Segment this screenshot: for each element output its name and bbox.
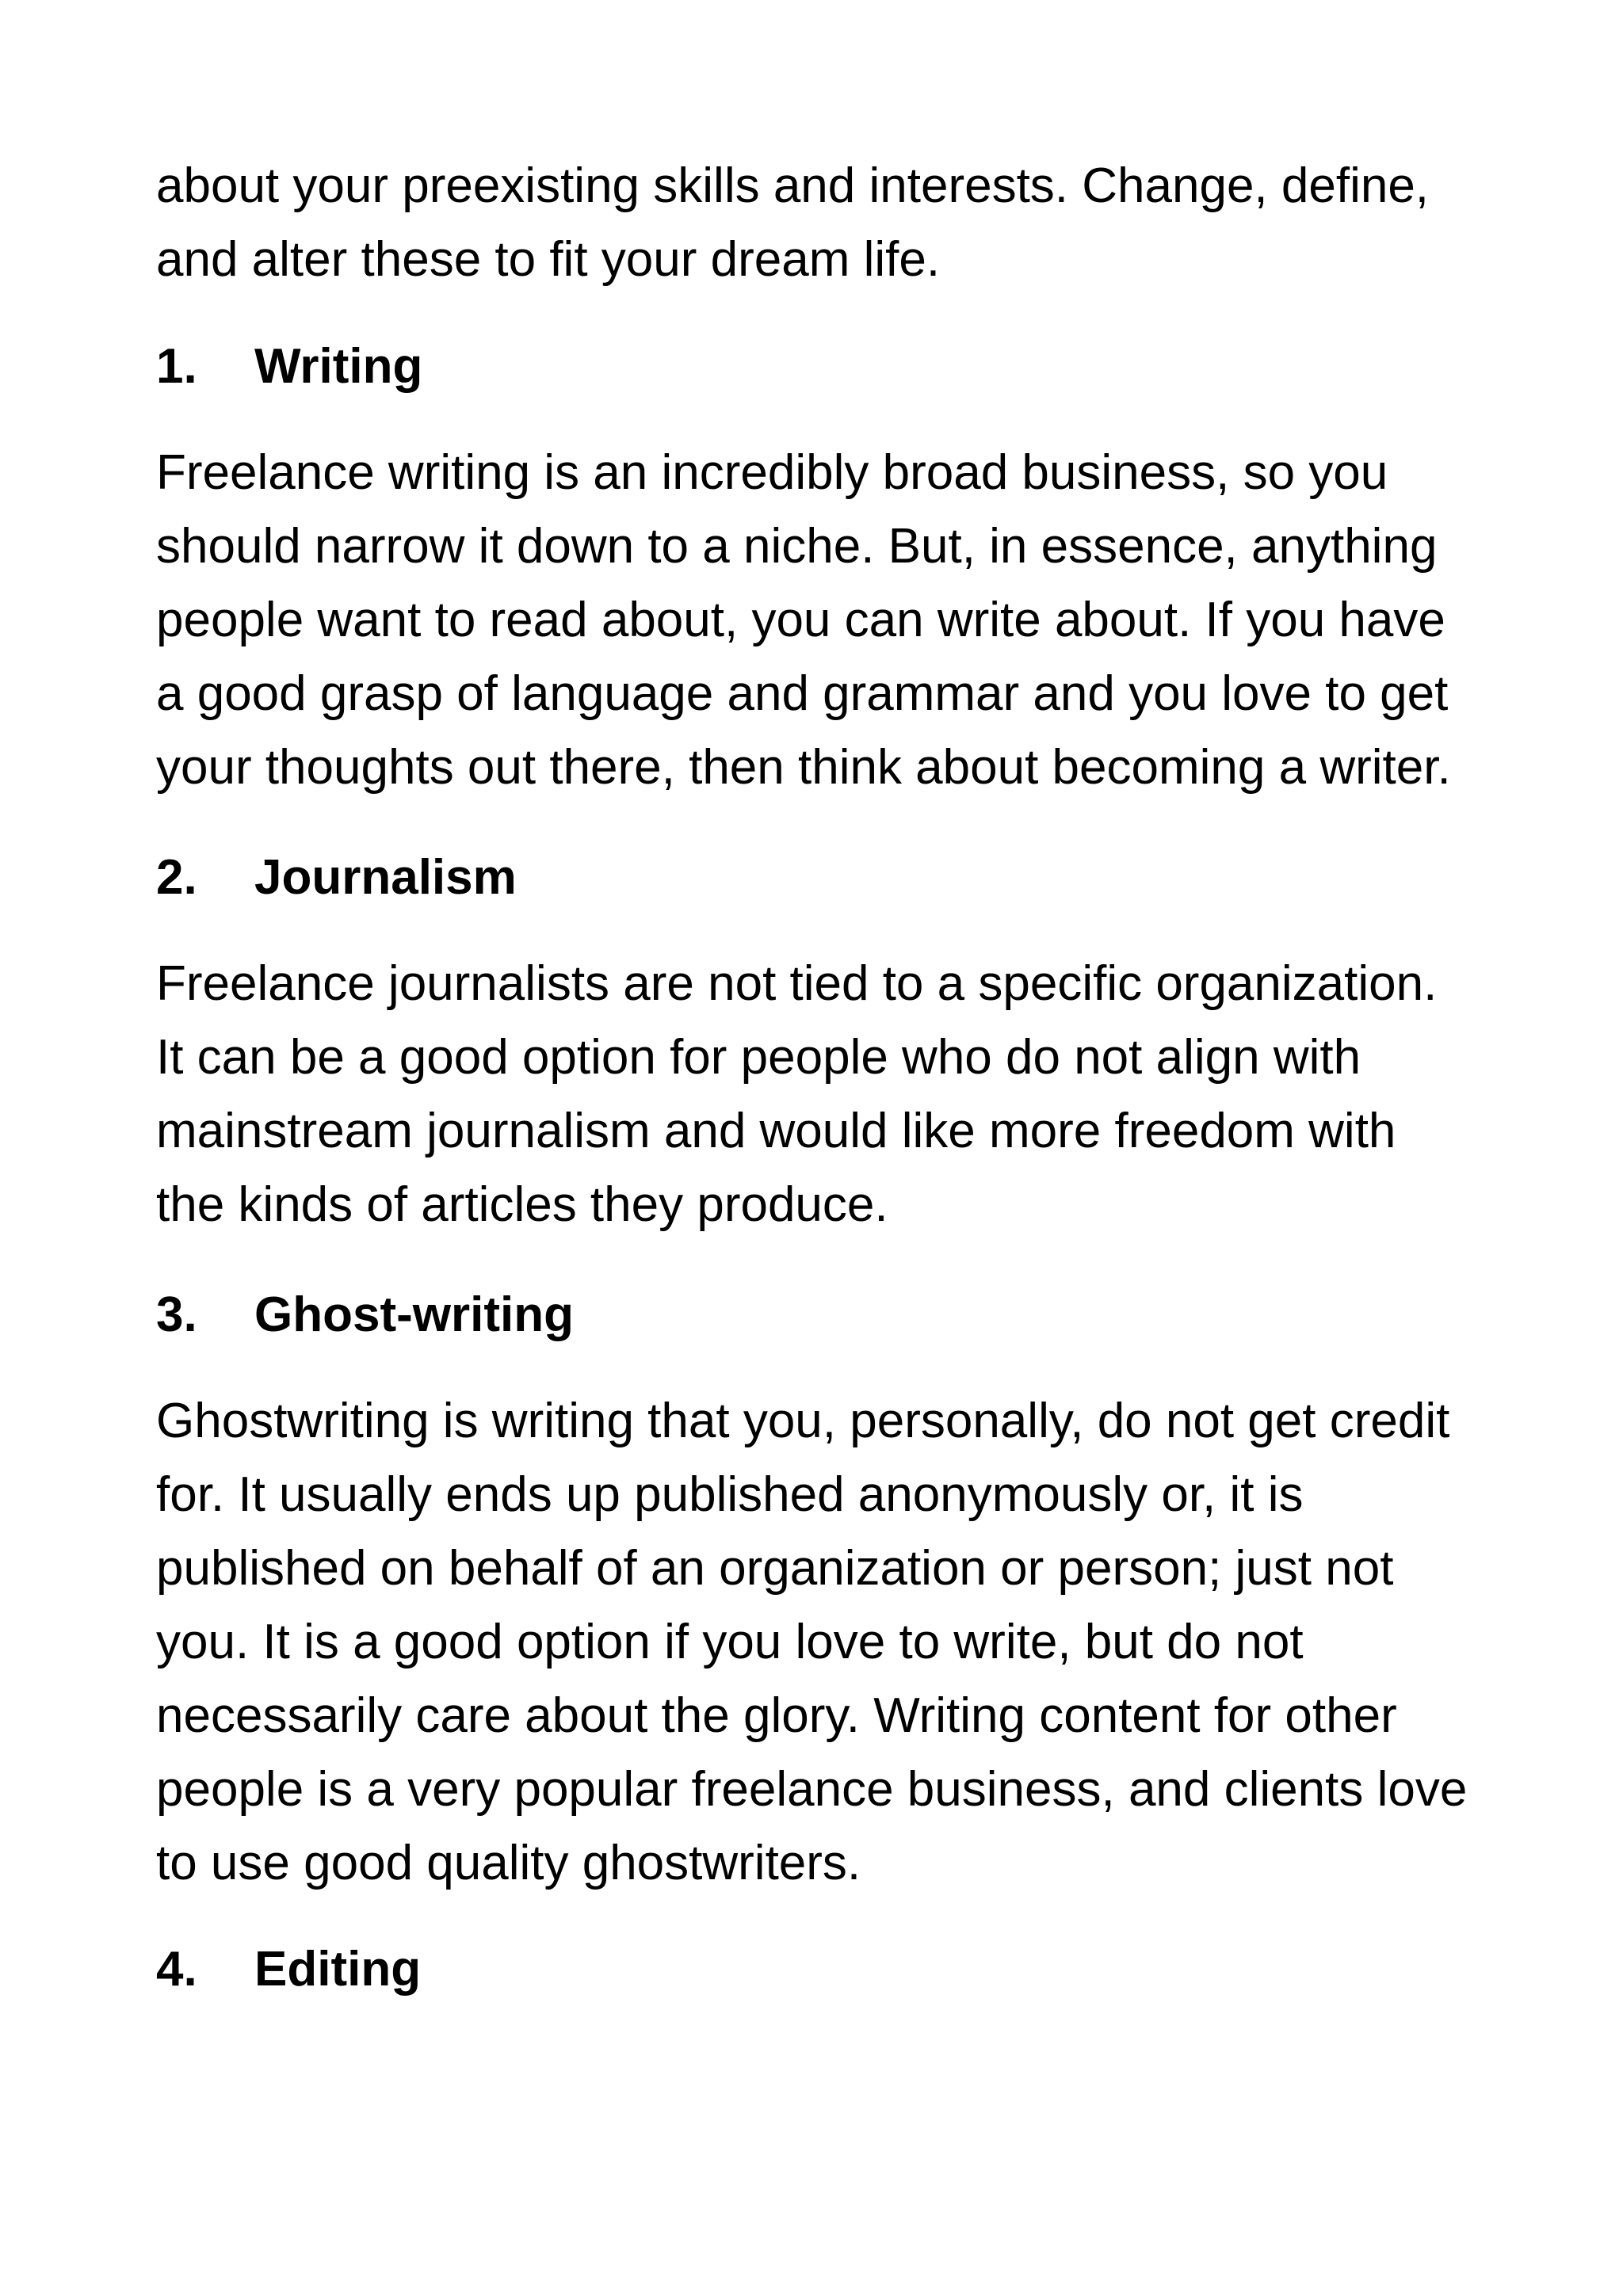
intro-paragraph: about your preexisting skills and interests. Change, define, and alter these to fit your dream life. (156, 158, 1430, 287)
section-body-writing: Freelance writing is an incredibly broad business, so you should narrow it down to a niche. But, in essence, anything people want to read about, you can write about. If you have a good grasp of language and grammar and you love to get your thoughts out there, then think about becoming a writer. (156, 445, 1451, 795)
section-heading-writing (156, 335, 422, 399)
section-heading-editing (156, 1938, 421, 2001)
section-heading-journalism (156, 846, 517, 910)
section-title: Journalism (254, 850, 517, 905)
section-number: 3. (156, 1287, 197, 1342)
section-title: Ghost-writing (254, 1287, 574, 1342)
section-heading-ghost-writing (156, 1283, 574, 1347)
section-number: 1. (156, 339, 197, 394)
section-title: Writing (254, 339, 423, 394)
section-body-ghost-writing: Ghostwriting is writing that you, personally, do not get credit for. It usually ends up published anonymously or, it is published on behalf of an organization or person; just not you. It is a good option if you love to write, but do not necessarily care about the glory. Writing content for other people is a very popular freelance business, and clients love to use good quality ghostwriters. (156, 1394, 1468, 1890)
section-title: Editing (254, 1942, 422, 1997)
section-number: 4. (156, 1942, 197, 1997)
section-body-journalism: Freelance journalists are not tied to a specific organization. It can be a good option for people who do not align with mainstream journalism and would like more freedom with the kinds of articles they produce. (156, 956, 1438, 1232)
section-number: 2. (156, 850, 197, 905)
